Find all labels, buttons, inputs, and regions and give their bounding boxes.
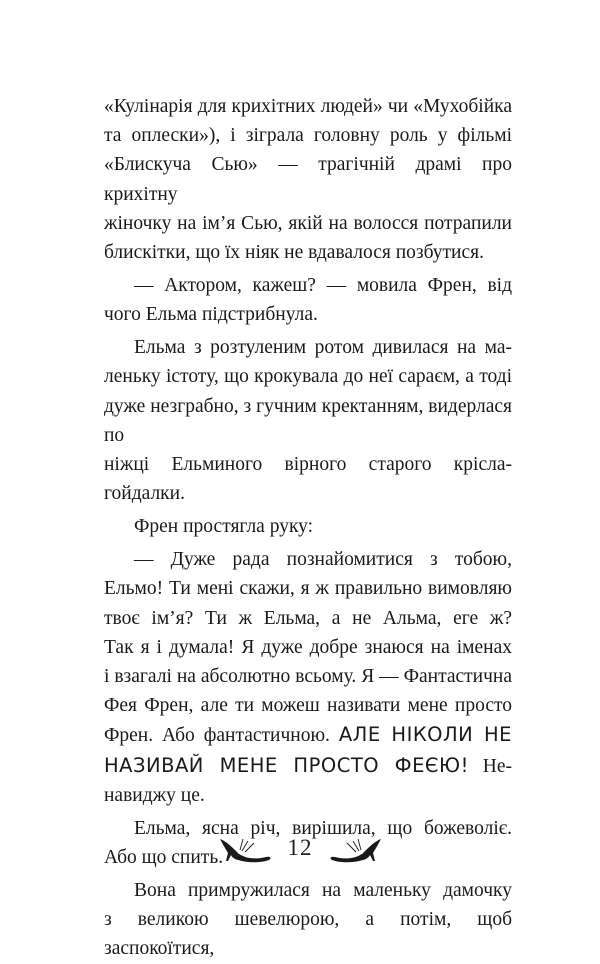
text-line: Френ. Або фантастичною. (104, 725, 339, 747)
caps-text: НАЗИВАЙ МЕНЕ ПРОСТО ФЕЄЮ! (104, 753, 469, 777)
text-line: дуже незграбно, з гучним кректанням, видерлася по (104, 395, 512, 446)
paragraph-1 (104, 92, 512, 238)
page-footer (0, 828, 600, 868)
text-line: Так я і думала! Я дуже добре знаюся на іменах (104, 636, 512, 658)
text-line: Або що спить. (104, 847, 224, 869)
paragraph-7-cont (104, 905, 512, 963)
paragraph-1-end (104, 238, 512, 267)
text-line: Не- (468, 755, 513, 777)
page-number: 12 (287, 835, 313, 860)
paragraph-5 (104, 545, 512, 574)
caps-text: АЛЕ НІКОЛИ НЕ (338, 723, 512, 747)
text-line: жіночку на ім’я Сью, якій на волосся потрапили (104, 212, 512, 234)
high-heel-shoe-right-icon (327, 833, 385, 863)
paragraph-3 (104, 333, 512, 362)
text-line: ніжці Ельминого вірного старого крісла-гойдалки. (104, 454, 512, 505)
text-line: Ельма з розтуленим ротом дивилася на ма- (134, 337, 512, 359)
text-line: і взагалі на абсолютно всьому. Я — Фантастична (104, 666, 512, 688)
high-heel-shoe-left-icon (216, 833, 274, 863)
paragraph-2-end (104, 300, 512, 329)
text-line: чого Ельма підстрибнула. (104, 304, 318, 326)
paragraph-4 (104, 512, 512, 541)
text-line: блискітки, що їх ніяк не вдавалося позбутися. (104, 242, 484, 264)
text-line: — Актором, кажеш? — мовила Френ, від (134, 275, 512, 297)
text-line: твоє ім’я? Ти ж Ельма, а не Альма, еге ж? (104, 607, 512, 629)
paragraph-5-end (104, 781, 512, 810)
paragraph-5-cont (104, 574, 512, 780)
paragraph-2 (104, 271, 512, 300)
text-line: з великою шевелюрою, а потім, щоб заспокоїтися, (104, 909, 512, 960)
text-line: Ельма, ясна річ, вирішила, що божеволіє. (134, 817, 512, 839)
paragraph-7 (104, 876, 512, 905)
text-line: — Дуже рада познайомитися з тобою, (134, 549, 512, 571)
text-line: «Кулінарія для крихітних людей» чи «Мухобійка (104, 96, 512, 117)
text-line: леньку істоту, що крокувала до неї сараєм, а тоді (104, 366, 512, 388)
text-line: та оплески»), і зіграла головну роль у фільмі (104, 125, 512, 147)
text-line: Фея Френ, але ти можеш називати мене просто (104, 695, 512, 717)
text-line: Вона примружилася на маленьку дамочку (134, 880, 512, 902)
text-line: навиджу це. (104, 784, 205, 806)
text-line: Ельмо! Ти мені скажи, я ж правильно вимовляю (104, 578, 512, 600)
paragraph-3-cont (104, 362, 512, 508)
text-line: Френ простягла руку: (134, 516, 314, 538)
text-line: «Блискуча Сью» — трагічній драмі про крихітну (104, 154, 512, 205)
